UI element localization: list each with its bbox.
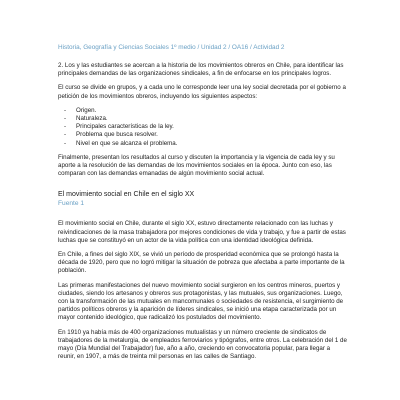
list-item: - Nivel en que se alcanza el problema. [58,140,348,148]
activity-instructions: El curso se divide en grupos, y a cada uno le corresponde leer una ley social decretada por el gobierno a petición de los movimientos obreros, incluyendo los siguientes aspectos: [58,84,346,100]
aspects-list [58,107,348,148]
list-item: - Naturaleza. [58,115,348,123]
source-paragraph: El movimiento social en Chile, durante el siglo XX, estuvo directamente relacionado con las luchas y reivindicaciones de la masa trabajadora por mejores condiciones de vida y trabajo, y fue a partir de estas luchas que se constituyó en un actor de la vida política con una identidad ideológica definida. [58,220,346,244]
list-item: - Principales características de la ley. [58,123,348,131]
source-paragraph: En 1910 ya había más de 400 organizaciones mutualistas y un número creciente de sindicatos de trabajadores de la metalurgia, de empleados ferroviarios y tipógrafos, entre otros. La celebración del 1 de mayo (Día Mundial del Trabajador) fue, año a año, creciendo en convocatoria popular, para llegar a reunir, en 1907, a más de treinta mil personas en las calles de Santiago. [58,328,347,361]
source-paragraph: En Chile, a fines del siglo XIX, se vivió un período de prosperidad económica que se prolongó hasta la década de 1920, pero que no logró mitigar la situación de pobreza que afectaba a parte importante de la población. [58,251,345,275]
document-content [58,44,348,367]
activity-closing: Finalmente, presentan los resultados al curso y discuten la importancia y la vigencia de cada ley y su aporte a la resolución de las demandas de los movimientos sociales en la época. Junto con eso, las comparan con las demandas emanadas de algún movimiento social actual. [58,153,335,178]
breadcrumb: Historia, Geografía y Ciencias Sociales 1º medio / Unidad 2 / OA16 / Actividad 2 [58,44,285,51]
list-item: - Origen. [58,107,348,115]
source-paragraph: Las primeras manifestaciones del nuevo movimiento social surgieron en los centros mineros, puertos y ciudades, siendo los artesanos y obreros sus protagonistas, y las mutuales, sus organizaciones. Luego, con la transformación de las mutuales en mancomunales o sociedades de resistencia, el surgimiento de partidos políticos obreros y la aparición de líderes sindicales, se inició una etapa caracterizada por un mayor contenido ideológico, que radicalizó los postulados del movimiento. [58,281,344,322]
activity-intro: 2. Los y las estudiantes se acercan a la historia de los movimientos obreros en Chile, para identificar las principales demandas de las organizaciones sindicales, a fin de enfocarse en los principales logros. [58,62,344,78]
source-label: Fuente 1 [58,200,85,208]
list-item: - Problema que busca resolver. [58,131,348,139]
section-title: El movimiento social en Chile en el siglo XX [58,191,195,199]
